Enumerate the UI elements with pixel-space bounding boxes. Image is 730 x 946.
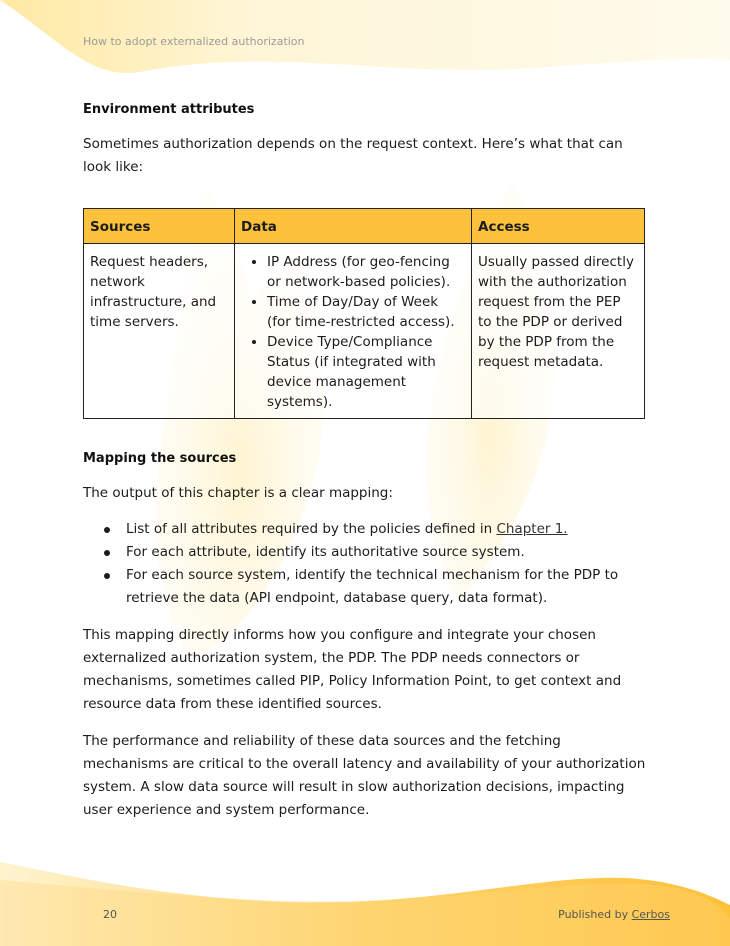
cell-access: Usually passed directly with the authorization request from the PEP to the PDP or derived by the PDP from the request metadata. xyxy=(472,244,645,419)
cell-sources: Request headers, network infrastructure, and time servers. xyxy=(84,244,235,419)
published-by xyxy=(558,908,670,921)
bullet-dot-icon xyxy=(104,573,110,579)
mapping-bullet-list xyxy=(104,518,644,610)
list-item: • IP Address (for geo-fencing or network-based policies). xyxy=(267,252,465,292)
intro-paragraph: Sometimes authorization depends on the request context. Here’s what that can look like: xyxy=(83,136,623,175)
section-heading-environment: Environment attributes xyxy=(83,102,255,117)
list-item: • Time of Day/Day of Week (for time-restricted access). xyxy=(267,292,465,332)
section-heading-mapping: Mapping the sources xyxy=(83,451,237,466)
bullet-text: List of all attributes required by the policies defined in xyxy=(126,521,497,537)
data-list xyxy=(241,252,465,412)
list-item: • Device Type/Compliance Status (if integrated with device management systems). xyxy=(267,332,465,412)
list-item xyxy=(104,518,644,541)
bullet-dot-icon xyxy=(104,550,110,556)
environment-attributes-table xyxy=(83,208,645,419)
chapter-1-link[interactable]: Chapter 1. xyxy=(496,521,568,537)
running-title: How to adopt externalized authorization xyxy=(83,35,305,48)
list-item xyxy=(104,541,644,564)
table-row xyxy=(84,244,645,419)
output-intro-paragraph: The output of this chapter is a clear mapping: xyxy=(83,485,393,501)
bullet-text: For each attribute, identify its authoritative source system. xyxy=(126,544,525,560)
cerbos-link[interactable]: Cerbos xyxy=(631,908,670,921)
performance-paragraph: The performance and reliability of these data sources and the fetching mechanisms are critical to the overall latency and availability of your authorization system. A slow data source will result in slow authorization decisions, impacting user experience and system performance. xyxy=(83,733,646,818)
table-header-data: Data xyxy=(235,209,472,244)
list-item xyxy=(104,564,644,610)
table-header-access: Access xyxy=(472,209,645,244)
cell-data xyxy=(235,244,472,419)
mapping-paragraph: This mapping directly informs how you configure and integrate your chosen externalized authorization system, the PDP. The PDP needs connectors or mechanisms, sometimes called PIP, Policy Information Point, to get context and resource data from these identified sources. xyxy=(83,627,622,712)
bullet-dot-icon xyxy=(104,527,110,533)
bullet-text: For each source system, identify the technical mechanism for the PDP to retrieve the data (API endpoint, database query, data format). xyxy=(126,567,619,606)
table-header-row xyxy=(84,209,645,244)
page-number: 20 xyxy=(103,908,117,921)
published-by-label: Published by xyxy=(558,908,632,921)
table-header-sources: Sources xyxy=(84,209,235,244)
